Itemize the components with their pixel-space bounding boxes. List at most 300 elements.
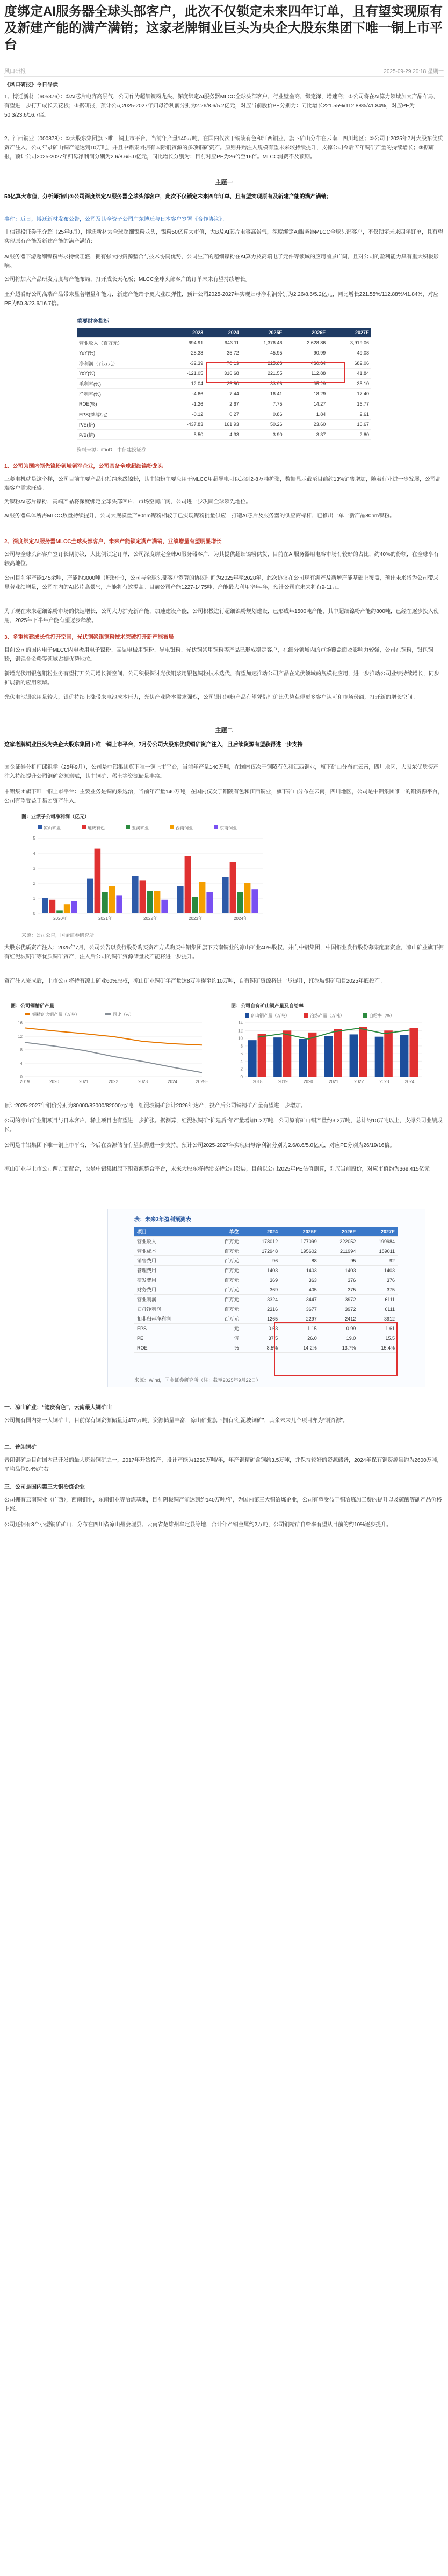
copper-concentrate-output-chart <box>11 1011 215 1092</box>
table-cell: 88 <box>280 1256 320 1266</box>
y-tick-label: 2 <box>240 1066 243 1072</box>
table-cell: 3,919.06 <box>328 338 371 348</box>
table-cell: 百万元 <box>205 1285 241 1295</box>
table-cell: 财务费用 <box>134 1285 205 1295</box>
table-row <box>134 1256 398 1266</box>
table-source: 资料来源：iFinD，中信建投证券 <box>77 447 147 452</box>
legend-label: 同比（%） <box>113 1012 134 1017</box>
table-cell: 92 <box>358 1256 398 1266</box>
body-paragraph: 三菱电机就是这个样，公司目前主要产品包括纳米级镍粉，其中镍粉主要应用于MLCC用超导电可以达到2-8万吨扩张，数据显示截至目前约13%销售增加，随着行业进一步发展，公司高端客户需求旺盛。 <box>4 477 441 492</box>
y-tick-label: 3 <box>33 866 35 871</box>
table-cell: 211994 <box>320 1246 359 1256</box>
table-cell: 百万元 <box>205 1266 241 1275</box>
subheading-5: 二、普朗铜矿 <box>4 1445 37 1451</box>
bar <box>64 904 70 913</box>
table-cell: 35.10 <box>328 379 371 389</box>
table-header-cell: 2024 <box>205 328 241 338</box>
table-cell: 172948 <box>242 1246 281 1256</box>
table-cell: 3677 <box>280 1304 320 1314</box>
table-cell: 管理费用 <box>134 1266 205 1275</box>
article-title: 度绑定AI服务器全球头部客户，此次不仅锁定未来四年订单，且有望实现原有及新建产能的满产满销；这家老牌铜业巨头为央企大股东集团下唯一铜上市平台 <box>4 4 443 52</box>
legend-label: 东南铜业 <box>220 826 237 831</box>
bar <box>244 883 251 913</box>
body-paragraph: 资产注入完成后，上市公司将持有凉山矿业60%股权，凉山矿业铜矿年产量达8万吨提至约10万吨，自有铜矿资源将进一步提升，红泥坡铜矿项目2025年底投产。 <box>4 978 385 984</box>
article-meta <box>4 66 444 75</box>
legend-swatch <box>214 825 218 829</box>
x-tick-label: 2022 <box>354 1079 364 1084</box>
y-tick-label: 16 <box>18 1021 23 1026</box>
table-cell: 13.7% <box>320 1343 359 1353</box>
table-header-cell: 2025E <box>280 1227 320 1237</box>
legend-swatch <box>105 1013 111 1015</box>
table-cell: 3912 <box>358 1314 398 1324</box>
table-cell: 营业成本 <box>134 1246 205 1256</box>
own-mine-output-chart <box>231 1011 440 1092</box>
table-cell: 2.67 <box>205 399 241 409</box>
series-line <box>25 1042 202 1072</box>
bar <box>350 1034 358 1077</box>
table-row <box>134 1237 398 1246</box>
table-cell: 195602 <box>280 1246 320 1256</box>
lead-paragraph-1: 50亿算大市值，分析师指出①公司深度绑定AI服务器全球头部客户，此次不仅锁定未来四年订单，且有望实现原有及新建产能的满产满销； <box>4 194 332 200</box>
table-header-cell: 2025E <box>241 328 285 338</box>
table-cell: EPS(摊薄/元) <box>77 409 167 420</box>
x-tick-label: 2021 <box>79 1079 89 1084</box>
table-cell: 23.60 <box>285 420 328 430</box>
table-cell: P/B(倍) <box>77 430 167 440</box>
table-row <box>77 409 371 420</box>
table-cell: 百万元 <box>205 1304 241 1314</box>
table-cell: 14.27 <box>285 399 328 409</box>
bar <box>192 897 198 913</box>
highlight-box <box>206 362 345 383</box>
table-cell: 35.72 <box>205 348 241 358</box>
table-cell: 7.44 <box>205 389 241 399</box>
table-cell: 营业收入（百万元） <box>77 338 167 348</box>
table-header-cell: 单位 <box>205 1227 241 1237</box>
bar <box>206 892 213 913</box>
table-cell: 2.61 <box>328 409 371 420</box>
table-cell: 369 <box>242 1285 281 1295</box>
table-cell: 369 <box>242 1275 281 1285</box>
legend-swatch <box>25 1013 30 1015</box>
bar <box>248 1040 257 1077</box>
legend-swatch <box>82 825 86 829</box>
bar <box>95 849 101 913</box>
table-cell: 16.67 <box>328 420 371 430</box>
table-header-cell: 项目 <box>134 1227 205 1237</box>
body-paragraph: AI服务器单体所需MLCC数量持续提升，公司大规模量产80nm镍粉相较于已实现镍粉批量供应，打造AI芯片及服务器的供应商标杆，已推出一单一新产品80nm镍粉。 <box>4 513 395 519</box>
x-tick-label: 2018 <box>252 1079 263 1084</box>
bar <box>42 898 48 913</box>
table-cell: 199984 <box>358 1237 398 1246</box>
legend-swatch <box>245 1013 249 1018</box>
table-cell: ROE <box>134 1343 205 1353</box>
guide-item-2: 2、江西铜业（000878）：①大股东集团旗下唯一铜上市平台，当前年产量140万吨，在国内仅次于铜陵有色和江西铜业，旗下矿山分布在云南，四川地区；②公司于2025年7月大股东优质资产注入，公司年录矿山铜产能达到10万吨，并且中铝集团拥有国际铜资源的多项铜矿资产。原则并购注入规模有望未来较持续提升，支撑公司今后五年铜矿产量的持续增长；③据研报，预计公司2025-2027年归母净利润分别为2.6/8.6/5.0亿元，同比增长分别为：目前对应PE为26倍至16倍。MLCC消费不及预期。 <box>4 136 443 160</box>
table-cell: YoY(%) <box>77 348 167 358</box>
chart-title: 图：公司自有矿山铜产量及自给率 <box>231 1003 304 1008</box>
table-cell: 销售费用 <box>134 1256 205 1266</box>
table-cell: 41.84 <box>328 369 371 379</box>
table-cell: 3447 <box>280 1295 320 1304</box>
table-row <box>134 1275 398 1285</box>
bar <box>273 1037 282 1077</box>
table-header-cell: 2026E <box>285 328 328 338</box>
table-header-cell: 2027E <box>328 328 371 338</box>
table-cell: 3324 <box>242 1295 281 1304</box>
x-tick-label: 2019 <box>20 1079 30 1084</box>
bar <box>324 1036 333 1077</box>
body-paragraph: 预计2025-2027年铜价分别为80000/82000/82000元/吨，红泥坡铜矿预计2026年达产，投产后公司铜精矿产量有望进一步增加。 <box>4 1103 306 1109</box>
table-row <box>134 1266 398 1275</box>
body-paragraph: 大股东优质资产注入：2025年7月，公司公告以发行股份购买资产方式购买中铝集团旗下云南铜业的凉山矿业40%股权，并向中铝集团，中国铜业发行股份募集配套资金，凉山矿业旗下拥有红泥坡铜矿等优质铜矿资产，注入后公司的铜矿资源储量及产能将进一步提升。 <box>4 945 444 960</box>
table-cell: PE <box>134 1333 205 1343</box>
financial-indicators-table <box>77 328 371 440</box>
event-note: 事件：近日，博迁新材发布公告，公司及其全资子公司广东博迁与日本客户签署《合作协议》。 <box>4 217 227 222</box>
table-header-cell <box>77 328 167 338</box>
chart-title: 图：公司铜精矿产量 <box>11 1003 55 1008</box>
body-paragraph: 凉山矿业与上市公司两方面配合，也是中铝集团旗下铜资源整合平台，未来大股东将持续支持公司发展，目前以公司2025年PE估值测算，对应当前股价，对应市值约为369.415亿元。 <box>4 1166 435 1172</box>
bar <box>409 1028 418 1077</box>
y-tick-label: 2 <box>33 881 35 886</box>
guide-header: 《风口研报》今日导读 <box>4 82 58 88</box>
table-header-cell: 2023 <box>167 328 205 338</box>
table-cell: 49.08 <box>328 348 371 358</box>
body-paragraph: 公司目前年产能145余吨，产能约3000吨（原粉计），公司与全球头部客户签署的协议时间为2025年至2028年，此次协议在公司现有满产及新增产能基础上覆盖，预计未来将为公司带来显著业绩增量，公司在内的AI芯片高景气，产能将有效提高。目前公司产能1227-1475吨，产能最大利用率年-年，预计公司在未来将有9-11元。 <box>4 575 439 590</box>
legend-swatch <box>363 1013 367 1018</box>
bar <box>199 882 206 913</box>
table-row <box>77 338 371 348</box>
section-title-1: 主题一 <box>215 179 233 186</box>
bar <box>87 879 93 913</box>
bar <box>56 910 63 913</box>
bar <box>283 1030 292 1077</box>
table-cell: -4.66 <box>167 389 205 399</box>
bar <box>71 901 77 913</box>
table-cell: 376 <box>320 1275 359 1285</box>
table-header-cell: 2027E <box>358 1227 398 1237</box>
body-paragraph: 普朗铜矿是目前国内已开发的最大斑岩铜矿之一，2017年开始投产，设计产能为1250万吨/年，年产铜精矿含铜约3.5万吨，并保持较好的资源储备，2024年保有铜资源量约为2600万吨，平均品位0.4%左右。 <box>4 1457 443 1473</box>
author-name[interactable]: 风口研报 <box>4 69 26 75</box>
bar <box>334 1029 342 1077</box>
legend-swatch <box>126 825 130 829</box>
bar <box>375 1037 384 1077</box>
table-cell: 2,628.86 <box>285 338 328 348</box>
legend-label: 自给率（%） <box>369 1013 395 1018</box>
table-cell: 2.80 <box>328 430 371 440</box>
legend-label: 冶炼产量（万吨） <box>310 1013 344 1018</box>
bar <box>116 895 122 913</box>
y-tick-label: 0 <box>240 1074 243 1079</box>
table-cell: 112.88 <box>285 369 328 379</box>
y-tick-label: 4 <box>20 1061 23 1066</box>
y-tick-label: 4 <box>240 1059 243 1064</box>
bar <box>237 892 243 913</box>
y-tick-label: 10 <box>238 1036 243 1041</box>
table-cell: 694.91 <box>167 338 205 348</box>
body-paragraph: 公司的凉山矿业铜项目与日本客户，稀土项目也有望进一步扩张。据测算，红泥坡铜矿“扩建后”年产量增加1.2万吨，公司原有矿山铜产量约3.2万吨，总计约10万吨以上，支撑公司业绩成长。 <box>4 1118 443 1133</box>
table-cell: 18.29 <box>285 389 328 399</box>
table-cell: -0.12 <box>167 409 205 420</box>
table-cell: 3972 <box>320 1295 359 1304</box>
table-cell: -28.38 <box>167 348 205 358</box>
y-tick-label: 6 <box>240 1051 243 1057</box>
table-cell: 营业利润 <box>134 1295 205 1304</box>
chart-source: 来源：公司公告，国金证券研究所 <box>21 933 95 938</box>
legend-swatch <box>38 825 42 829</box>
table-row <box>134 1246 398 1256</box>
lead-paragraph-2: 这家老牌铜业巨头为央企大股东集团下唯一铜上市平台，7月份公司大股东优质铜矿资产注入，且后续资源有望获得进一步支持 <box>4 742 303 748</box>
y-tick-label: 8 <box>20 1048 23 1052</box>
table-cell: 3.37 <box>285 430 328 440</box>
y-tick-label: 8 <box>240 1043 243 1049</box>
table-cell: 375 <box>320 1285 359 1295</box>
table-cell: 0.27 <box>205 409 241 420</box>
x-tick-label: 2021年 <box>98 916 112 921</box>
table-cell: 毛利率(%) <box>77 379 167 389</box>
table-cell: 1.61 <box>358 1324 398 1333</box>
table-source: 来源：Wind，国金证券研究所（注：截至2025年9月22日） <box>134 1377 261 1383</box>
table-header-row <box>134 1227 398 1237</box>
body-paragraph: 为镍粉AI芯片镍粉，高端产品将深度绑定全球头部客户，市场空间广阔，公司进一步巩固全球领先地位。 <box>4 499 251 505</box>
table-cell: 50.26 <box>241 420 285 430</box>
table-cell: 90.99 <box>285 348 328 358</box>
table-cell: 45.95 <box>241 348 285 358</box>
x-tick-label: 2022 <box>109 1079 118 1084</box>
table-cell: 元 <box>205 1324 241 1333</box>
table-cell: 研发费用 <box>134 1275 205 1285</box>
table-cell: 2412 <box>320 1314 359 1324</box>
body-paragraph: 目前公司的国内电子MLCC内电极用电子镍粉、高温电极用铜粉、导电银粉、光伏铜浆用铜粉等产品已形成稳定客户，在细分领域内的市场覆盖面及影响力较强，公司在铜粉，银包铜粉，铜镍合金粉等领域占据优势地位。 <box>4 647 433 662</box>
body-paragraph: 公司还拥有3个小型铜矿矿山，分布在四川省凉山州会理县、云南省楚雄州牟定县等地，合计年产铜金属约2万吨，公司铜精矿自给率有望从目前的约10%逐步提升。 <box>4 1522 392 1528</box>
subheading-2: 2、深度绑定AI服务器MLCC全球头部客户，未来产能锁定满产满销，业绩增量有望明显增长 <box>4 539 222 545</box>
table-cell: 百万元 <box>205 1275 241 1285</box>
table-cell: 15.5 <box>358 1333 398 1343</box>
table-cell: 316.68 <box>205 369 241 379</box>
table-cell: 1403 <box>320 1266 359 1275</box>
table-cell: 1403 <box>358 1266 398 1275</box>
bar <box>154 891 161 913</box>
table-cell: 33.96 <box>241 379 285 389</box>
table-cell: -32.39 <box>167 358 205 369</box>
body-paragraph: 中铝集团旗下唯一铜上市平台：主要业务是铜的采选治，当前年产量140万吨，在国内仅次于铜陵有色和江西铜业，旗下矿山分布在云南，四川地区，公司是中铝集团唯一的铜资源平台，公司有望受益于集团资产注入。 <box>4 789 443 804</box>
table-cell: 扣非归母净利润 <box>134 1314 205 1324</box>
table-cell: 221.55 <box>241 369 285 379</box>
table-cell: 净利润（百万元） <box>77 358 167 369</box>
x-tick-label: 2020 <box>49 1079 59 1084</box>
subheading-3: 3、多重构建成长性打开空间，光伏铜浆银铜粉技术突破打开新产能布局 <box>4 634 174 640</box>
table-cell: 0.99 <box>320 1324 359 1333</box>
x-tick-label: 2023年 <box>189 916 203 921</box>
table-cell: 2297 <box>280 1314 320 1324</box>
table-cell: 3.90 <box>241 430 285 440</box>
table-cell: 1403 <box>280 1266 320 1275</box>
x-tick-label: 2019 <box>278 1079 288 1084</box>
table-row <box>134 1295 398 1304</box>
table-cell: 1265 <box>242 1314 281 1324</box>
bar <box>400 1035 409 1077</box>
table-row <box>77 420 371 430</box>
y-tick-label: 1 <box>33 896 35 901</box>
table-cell: 943.11 <box>205 338 241 348</box>
table-cell: 225.88 <box>241 358 285 369</box>
legend-label: 西南铜业 <box>176 826 193 831</box>
bar <box>258 1034 266 1077</box>
table-row <box>134 1285 398 1295</box>
table-cell: 19.0 <box>320 1333 359 1343</box>
bar <box>109 886 115 913</box>
table-cell: 405 <box>280 1285 320 1295</box>
table-cell: 12.04 <box>167 379 205 389</box>
y-tick-label: 12 <box>18 1034 23 1039</box>
table-cell: 363 <box>280 1275 320 1285</box>
table-cell: 百万元 <box>205 1237 241 1246</box>
table-cell: 189011 <box>358 1246 398 1256</box>
body-paragraph: 为了现在未来超细镍粉市场的快速增长，公司大力扩充新产能，加速建设产能，公司积极进行超细镍粉规划建设，已形成年1500吨产能，其中超细镍粉产能约800吨，已经在逐步投入使用，2025年下半年产能有望逐步释放。 <box>4 609 439 624</box>
table-header-cell: 2024 <box>242 1227 281 1237</box>
table-cell: 净利率(%) <box>77 389 167 399</box>
legend-swatch <box>304 1013 308 1018</box>
table-cell: 百万元 <box>205 1295 241 1304</box>
table-cell: 16.77 <box>328 399 371 409</box>
x-tick-label: 2020年 <box>53 916 67 921</box>
table-cell: 1403 <box>242 1266 281 1275</box>
table-cell: 682.06 <box>328 358 371 369</box>
x-tick-label: 2025E <box>196 1079 208 1084</box>
table-row <box>77 430 371 440</box>
table-cell: 7.75 <box>241 399 285 409</box>
table-cell: 1.84 <box>285 409 328 420</box>
table-row <box>77 348 371 358</box>
bar <box>161 900 168 913</box>
table-row <box>77 389 371 399</box>
table-cell: P/E(倍) <box>77 420 167 430</box>
body-paragraph: 公司拥有云南铜业（广西），西南铜业，东南铜业等冶炼基地，目前阴极铜产能达到约140万吨/年，为国内第三大铜冶炼企业，公司有望受益于铜冶炼加工费的提升以及硫酸等副产品价格上涨。 <box>4 1497 442 1512</box>
table-cell: 375 <box>358 1285 398 1295</box>
x-tick-label: 2024年 <box>234 916 248 921</box>
table-cell: 百万元 <box>205 1256 241 1266</box>
table-cell: 1,376.46 <box>241 338 285 348</box>
table-cell: 376 <box>358 1275 398 1285</box>
table-cell: 16.41 <box>241 389 285 399</box>
y-tick-label: 12 <box>238 1028 243 1034</box>
table-cell: 倍 <box>205 1333 241 1343</box>
legend-label: 凉山矿业 <box>44 826 61 831</box>
y-tick-label: 5 <box>33 836 35 841</box>
guide-item-1: 1、博迁新材（605376）：①AI芯片电容高景气，公司作为超细镍粉龙头，深度绑定AI服务器MLCC全球头部客户，行业壁垒高，绑定深，增速高；②公司将在AI算力领域加大产品布局，有望进一步打开成长天花板；③据研报，预计公司2025-2027年归母净利润分别为2.26/8.6/5.2亿元，对应当前股价PE分别为：同比增长221.55%/112.88%/41.84%，对应PE为50.3/23.6/16.7倍。 <box>4 94 439 118</box>
table-cell: EPS <box>134 1324 205 1333</box>
table-cell: 0.63 <box>242 1324 281 1333</box>
bar <box>177 886 184 913</box>
bar <box>222 877 229 913</box>
table-cell: 15.4% <box>358 1343 398 1353</box>
bar <box>384 1030 393 1077</box>
subheading-6: 三、公司是国内第三大铜冶炼企业 <box>4 1484 85 1490</box>
publish-time: 2025-09-29 20:18 星期一 <box>384 69 444 75</box>
table-cell: 26.80 <box>205 379 241 389</box>
bar <box>102 892 108 913</box>
subsidiary-profit-chart <box>21 822 269 929</box>
chart-title: 图：业绩子公司净利润（亿元） <box>21 814 90 819</box>
table-title: 重要财务指标 <box>77 319 109 324</box>
table-cell: 0.86 <box>241 409 285 420</box>
y-tick-label: 0 <box>33 911 35 916</box>
table-cell: 96 <box>242 1256 281 1266</box>
bar <box>251 889 258 913</box>
table-cell: 6111 <box>358 1304 398 1314</box>
bar <box>140 880 146 913</box>
bar <box>49 900 56 913</box>
divider <box>4 76 444 77</box>
legend-label: 迪庆有色 <box>88 826 105 831</box>
table-cell: -1.26 <box>167 399 205 409</box>
table-header-cell: 2026E <box>320 1227 359 1237</box>
section-title-2: 主题二 <box>215 727 233 734</box>
body-paragraph: 公司是中铝集团下唯一铜上市平台，今后在资源储备有望获得进一步支持。预计公司2025-2027年实现归母净利润分别为2.6/8.6/5.0亿元，对应PE分别为26/19/16倍。 <box>4 1143 395 1149</box>
table-cell: 17.40 <box>328 389 371 399</box>
table-cell: 百万元 <box>205 1314 241 1324</box>
x-tick-label: 2024 <box>168 1079 177 1084</box>
x-tick-label: 2023 <box>379 1079 389 1084</box>
legend-label: 矿山铜产量（万吨） <box>251 1013 290 1018</box>
body-paragraph: 公司将加大产品研发力度与产能布局，打开成长天花板；MLCC全球头部客户的订单未来有望持续增长。 <box>4 277 251 283</box>
legend-label: 玉溪矿业 <box>132 826 149 831</box>
body-paragraph: AI服务器下游超细镍粉需求持续旺盛，拥有强大的资源整合与技术协同优势，公司生产的超细镍粉在AI算力及高端电子元件等领域的应用前景广阔，且对公司的盈利能力具有重大积极影响。 <box>4 254 439 269</box>
table-cell: 37.5 <box>242 1333 281 1343</box>
body-paragraph: 新增光伏用银包铜粉业务有望打开公司增长新空间，公司积极探讨光伏铜浆用银包铜粉技术迭代，有望加速推动公司产品在光伏领域的规模化应用，进一步推动公司业绩持续增长，同步扩展新的应用领域。 <box>4 671 439 686</box>
bar <box>147 891 153 913</box>
legend-label: 铜精矿含铜产量（万吨） <box>32 1012 80 1017</box>
analyst-paragraph-2: 国金证券分析师邱祖学（25年9月），公司是中铝集团旗下唯一铜上市平台，当前年产量140万吨，在国内仅次于铜陵有色和江西铜业，旗下矿山分布在云南，四川地区，大股东优质资产注入持续提升公司铜矿资源禀赋，其中铜矿、稀土等资源储量丰富。 <box>4 764 439 780</box>
body-paragraph: 公司拥有国内第一大铜矿山，目前保有铜资源储量近470万吨，资源储量丰富，凉山矿业旗下拥有“红泥坡铜矿”，其余未来几个项目亦为“铜资源”。 <box>4 1418 349 1424</box>
table-cell: 95 <box>320 1256 359 1266</box>
table-cell: 14.2% <box>280 1343 320 1353</box>
table-cell: 6111 <box>358 1295 398 1304</box>
y-tick-label: 14 <box>238 1021 243 1026</box>
analyst-paragraph-1: 中信建投证券王介超（25年8月），博迁新材为全球超细镍粉龙头，镍粉50亿算大市值，大B及AI芯片电容高景气，深度绑定AI服务器MLCC全球头部客户，不仅锁定未来四年订单，且有望实现原有产能及新建产能的满产满销； <box>4 229 443 244</box>
table-cell: 178012 <box>242 1237 281 1246</box>
table-cell: 归母净利润 <box>134 1304 205 1314</box>
subheading-1: 1、公司为国内领先镍粉领域领军企业，公司具备全球超细镍粉龙头 <box>4 464 163 470</box>
body-paragraph: 光伏电池银浆用量较大，银价持续上涨带来电池成本压力，光伏产业降本需求强烈，公司银包铜粉产品有望凭借性价比优势获得更多客户认可和市场份额，打开新的增长空间。 <box>4 695 418 701</box>
table-cell: -121.05 <box>167 369 205 379</box>
table-cell: 480.84 <box>285 358 328 369</box>
table-cell: -437.83 <box>167 420 205 430</box>
table-title: 表：未来3年盈利预测表 <box>134 1217 191 1223</box>
table-cell: 70.19 <box>205 358 241 369</box>
legend-swatch <box>170 825 174 829</box>
table-cell: 26.0 <box>280 1333 320 1343</box>
table-cell: 177099 <box>280 1237 320 1246</box>
table-header-row <box>77 328 371 338</box>
table-cell: 1.15 <box>280 1324 320 1333</box>
x-tick-label: 2020 <box>303 1079 313 1084</box>
table-cell: ROE(%) <box>77 399 167 409</box>
table-cell: 35.29 <box>285 379 328 389</box>
x-tick-label: 2024 <box>404 1079 415 1084</box>
table-cell: 8.5% <box>242 1343 281 1353</box>
table-cell: 222052 <box>320 1237 359 1246</box>
table-row <box>77 399 371 409</box>
x-tick-label: 2021 <box>329 1079 338 1084</box>
table-cell: 4.33 <box>205 430 241 440</box>
bar <box>299 1039 307 1077</box>
bar <box>185 856 191 913</box>
table-cell: 161.93 <box>205 420 241 430</box>
table-cell: 5.50 <box>167 430 205 440</box>
x-tick-label: 2023 <box>138 1079 148 1084</box>
body-paragraph: 王介超看好公司高端产品带来显著增量和能力，新建产能给予更大业绩弹性，预计公司2025-2027年实现归母净利润分别为2.26/8.6/5.2亿元，同比增长221.55%/112.88%/41.84%，对应PE为50.3/23.6/16.7倍。 <box>4 292 439 307</box>
